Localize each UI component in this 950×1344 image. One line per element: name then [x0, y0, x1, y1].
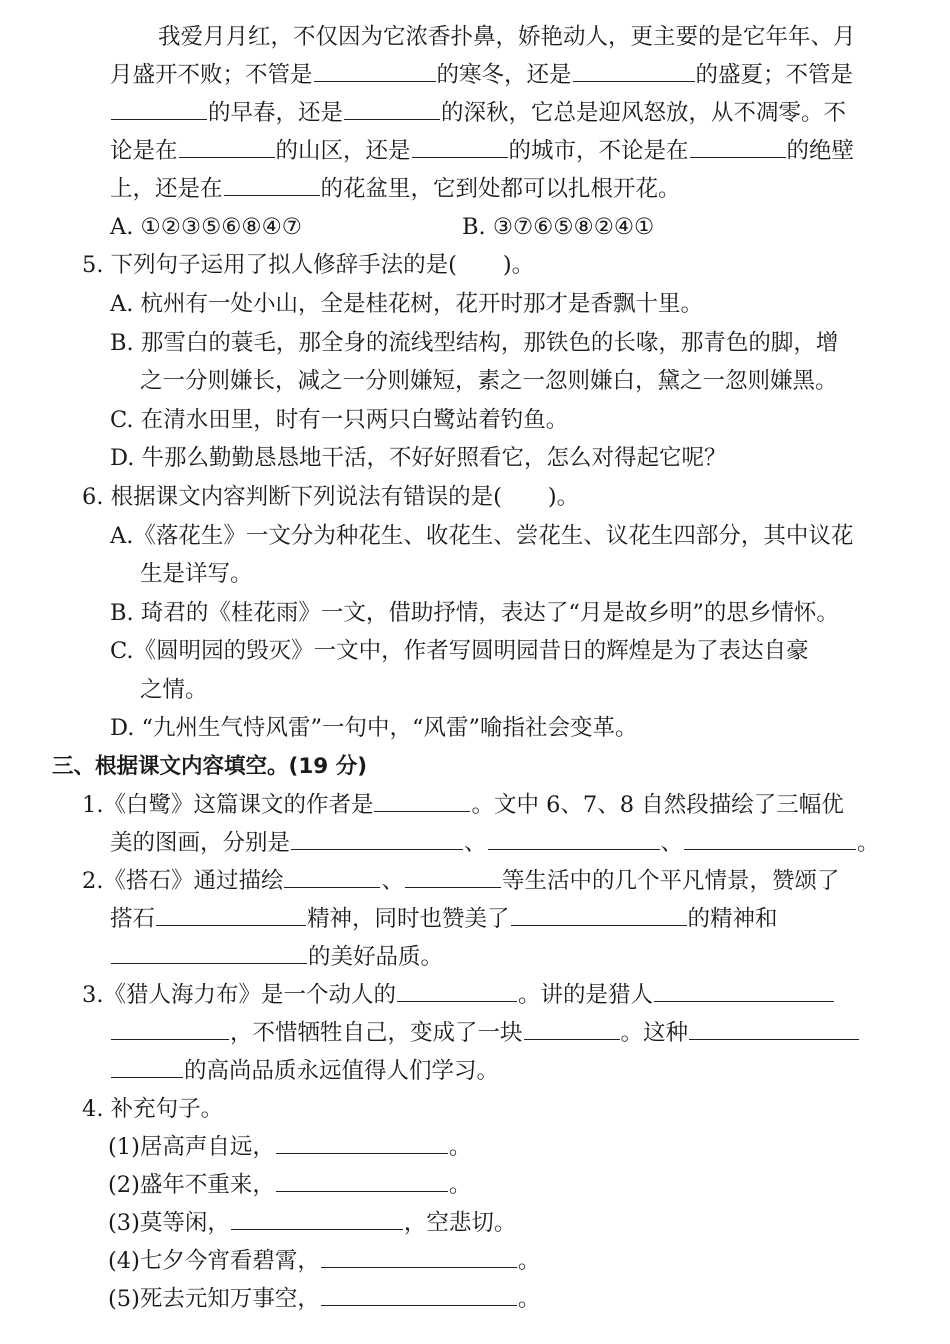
- s3-q2-line2: [110, 900, 778, 938]
- question-text: (1)居高声自远，: [108, 1134, 275, 1160]
- question-text: 3.《猎人海力布》是一个动人的: [82, 982, 396, 1008]
- fill-blank[interactable]: [321, 1283, 517, 1306]
- question-text: 1.《白鹭》这篇课文的作者是: [82, 792, 374, 818]
- q6-stem: [82, 478, 579, 516]
- fill-blank[interactable]: [654, 979, 834, 1002]
- fill-blank[interactable]: [412, 135, 508, 158]
- s3-q4-item-3: [108, 1204, 516, 1242]
- fill-blank[interactable]: [284, 865, 380, 888]
- question-text: 、: [660, 830, 684, 856]
- passage-line-1: [158, 18, 856, 56]
- question-text: 、: [381, 868, 404, 894]
- question-text: )。: [547, 484, 580, 510]
- s3-q1-line1: [82, 786, 844, 824]
- question-text: )。: [502, 252, 535, 278]
- s3-q3-line2: [110, 1014, 860, 1052]
- question-text: 。讲的是猎人: [517, 982, 653, 1008]
- fill-blank[interactable]: [689, 1017, 859, 1040]
- question-text: 。: [857, 830, 880, 856]
- s3-q4-stem: 4. 补充句子。: [82, 1096, 224, 1122]
- question-text: 5. 下列句子运用了拟人修辞手法的是(: [82, 252, 457, 278]
- question-text: ，不惜牺牲自己，变成了一块: [230, 1020, 523, 1046]
- question-text: 。这种: [620, 1020, 689, 1046]
- question-text: (3)莫等闲，: [108, 1210, 230, 1236]
- fill-blank[interactable]: [179, 135, 275, 158]
- section-3-heading: 三、根据课文内容填空。(19 分): [52, 754, 368, 779]
- q6-option-d[interactable]: D. “九州生气恃风雷”一句中，“风雷”喻指社会变革。: [110, 715, 638, 741]
- question-text: 。: [517, 1248, 541, 1274]
- fill-blank[interactable]: [511, 903, 687, 926]
- question-text: 。文中 6、7、8 自然段描绘了三幅优: [471, 792, 844, 818]
- question-text: 。: [448, 1134, 472, 1160]
- q6-option-c[interactable]: C.《圆明园的毁灭》一文中，作者写圆明园昔日的辉煌是为了表达自豪: [110, 638, 809, 664]
- passage-text: 的花盆里，它到处都可以扎根开花。: [320, 176, 681, 202]
- fill-blank[interactable]: [111, 941, 307, 964]
- question-text: ，空悲切。: [403, 1210, 517, 1236]
- passage-text: 的寒冬，还是: [436, 62, 572, 88]
- passage-line-2: [110, 56, 853, 94]
- fill-blank[interactable]: [374, 789, 470, 812]
- passage-text: 的绝壁: [786, 138, 855, 164]
- question-text: 。: [517, 1286, 541, 1312]
- fill-blank[interactable]: [111, 1055, 183, 1078]
- question-text: (2)盛年不重来，: [108, 1172, 275, 1198]
- fill-blank[interactable]: [321, 1245, 517, 1268]
- fill-blank[interactable]: [690, 135, 786, 158]
- passage-text: 我爱月月红，不仅因为它浓香扑鼻，娇艳动人，更主要的是它年年、月: [158, 24, 856, 50]
- question-text: 美的图画，分别是: [110, 830, 291, 856]
- fill-blank[interactable]: [224, 173, 320, 196]
- fill-blank[interactable]: [111, 1017, 229, 1040]
- q5-option-a[interactable]: A. 杭州有一处小山，全是桂花树，花开时那才是香飘十里。: [110, 291, 704, 317]
- fill-blank[interactable]: [231, 1207, 403, 1230]
- s3-q3-line1: [82, 976, 835, 1014]
- fill-blank[interactable]: [488, 827, 660, 850]
- fill-blank[interactable]: [397, 979, 517, 1002]
- question-text: 6. 根据课文内容判断下列说法有错误的是(: [82, 484, 502, 510]
- question-text: (4)七夕今宵看碧霄，: [108, 1248, 320, 1274]
- fill-blank[interactable]: [291, 827, 463, 850]
- q5-option-c[interactable]: C. 在清水田里，时有一只两只白鹭站着钓鱼。: [110, 407, 569, 433]
- s3-q4-item-2: [108, 1166, 471, 1204]
- s3-q2-line1: [82, 862, 840, 900]
- fill-blank[interactable]: [405, 865, 501, 888]
- passage-line-3: [110, 94, 846, 132]
- question-text: 搭石: [110, 906, 156, 932]
- question-text: (5)死去元知万事空，: [108, 1286, 320, 1312]
- fill-blank[interactable]: [684, 827, 856, 850]
- q5-option-b-cont: 之一分则嫌长，减之一分则嫌短，素之一忽则嫌白，黛之一忽则嫌黑。: [140, 368, 838, 394]
- s3-q3-line3: [110, 1052, 499, 1090]
- question-text: 2.《搭石》通过描绘: [82, 868, 284, 894]
- fill-blank[interactable]: [276, 1131, 448, 1154]
- option-b[interactable]: B. ③⑦⑥⑤⑧②④①: [462, 214, 655, 240]
- passage-text: 月盛开不败；不管是: [110, 62, 313, 88]
- q6-option-a[interactable]: A.《落花生》一文分为种花生、收花生、尝花生、议花生四部分，其中议花: [110, 523, 854, 549]
- fill-blank[interactable]: [156, 903, 306, 926]
- q5-stem: [82, 246, 534, 284]
- question-text: 精神，同时也赞美了: [307, 906, 510, 932]
- option-a[interactable]: A. ①②③⑤⑥⑧④⑦: [110, 214, 302, 240]
- s3-q4-item-5: [108, 1280, 540, 1318]
- s3-q4-item-4: [108, 1242, 540, 1280]
- passage-text: 的盛夏；不管是: [695, 62, 854, 88]
- q5-option-b[interactable]: B. 那雪白的蓑毛，那全身的流线型结构，那铁色的长喙，那青色的脚，增: [110, 330, 839, 356]
- passage-text: 的城市，不论是在: [508, 138, 689, 164]
- q6-option-a-cont: 生是详写。: [140, 561, 253, 587]
- fill-blank[interactable]: [344, 97, 440, 120]
- question-text: 等生活中的几个平凡情景，赞颂了: [501, 868, 840, 894]
- q5-option-d[interactable]: D. 牛那么勤勤恳恳地干活，不好好照看它，怎么对得起它呢？: [110, 445, 727, 471]
- fill-blank[interactable]: [314, 59, 436, 82]
- question-text: 的美好品质。: [308, 944, 444, 970]
- q6-option-b[interactable]: B. 琦君的《桂花雨》一文，借助抒情，表达了“月是故乡明”的思乡情怀。: [110, 600, 839, 626]
- fill-blank[interactable]: [111, 97, 207, 120]
- question-text: 、: [464, 830, 487, 856]
- passage-text: 上，还是在: [110, 176, 223, 202]
- passage-text: 的深秋，它总是迎风怒放，从不凋零。不: [441, 100, 847, 126]
- fill-blank[interactable]: [573, 59, 695, 82]
- passage-text: 的早春，还是: [208, 100, 344, 126]
- s3-q2-line3: [110, 938, 443, 976]
- fill-blank[interactable]: [276, 1169, 448, 1192]
- fill-blank[interactable]: [524, 1017, 620, 1040]
- passage-line-4: [110, 132, 854, 170]
- s3-q1-line2: [110, 824, 880, 862]
- q6-option-c-cont: 之情。: [140, 677, 208, 703]
- s3-q4-item-1: [108, 1128, 471, 1166]
- passage-text: 论是在: [110, 138, 178, 164]
- question-text: 的精神和: [687, 906, 778, 932]
- passage-line-5: [110, 170, 681, 208]
- question-text: 的高尚品质永远值得人们学习。: [184, 1058, 500, 1084]
- question-text: 。: [448, 1172, 472, 1198]
- passage-text: 的山区，还是: [275, 138, 411, 164]
